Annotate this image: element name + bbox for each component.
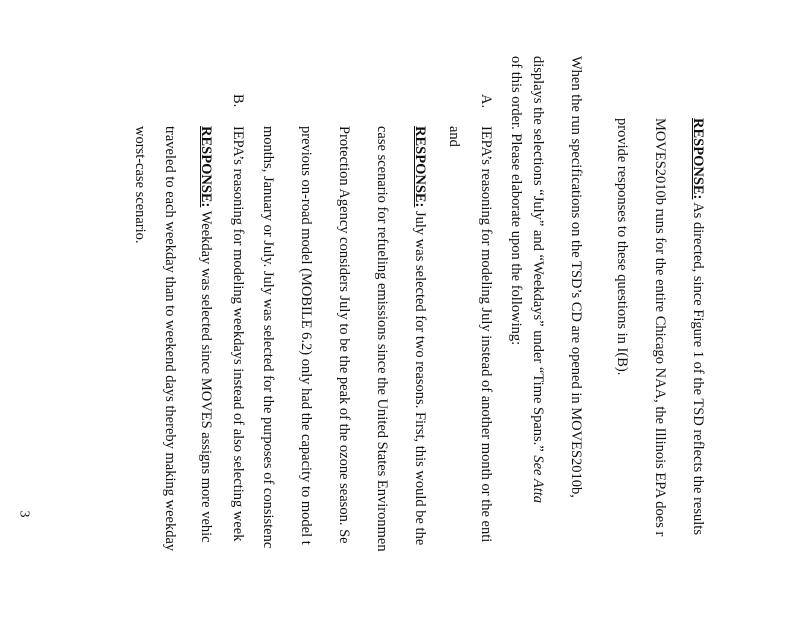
line-1-text: As directed, since Figure 1 of the TSD reflects the results	[690, 199, 706, 535]
line-5-text: displays the selections “July” and “Weekdays” under “Time Spans.”	[530, 56, 546, 456]
line-15-text: Weekday was selected since MOVES assigns more vehic	[198, 207, 214, 543]
line-2: MOVES2010b runs for the entire Chicago NAA, the Illinois EPA does r	[652, 118, 668, 537]
line-13: months, January or July. July was selected for the purposes of consistenc	[260, 126, 276, 549]
line-1	[690, 118, 706, 535]
line-11: Protection Agency considers July to be the peak of the ozone season. Se	[336, 126, 352, 544]
line-4: When the run specifications on the TSD’s CD are opened in MOVES2010b,	[568, 56, 584, 498]
line-12: previous on-road model (MOBILE 6.2) only had the capacity to model t	[298, 126, 314, 545]
line-6: of this order. Please elaborate upon the following:	[508, 56, 524, 346]
see-attachment-italic: See Atta	[530, 455, 546, 504]
line-5	[530, 56, 546, 503]
item-b-marker: B.	[230, 94, 246, 108]
response-label: RESPONSE:	[690, 118, 706, 200]
line-9-text: July was selected for two reasons. First, this would be the	[412, 207, 428, 546]
line-7	[478, 94, 494, 543]
item-a-marker: A.	[478, 94, 494, 109]
page-number: 3	[16, 510, 32, 518]
item-a-text: IEPA’s reasoning for modeling July instead of another month or the enti	[478, 126, 494, 543]
line-14	[230, 94, 246, 542]
response-label: RESPONSE:	[198, 126, 214, 208]
line-9	[412, 126, 428, 545]
item-b-text: IEPA’s reasoning for modeling weekdays instead of also selecting week	[230, 126, 246, 542]
line-8: and	[446, 126, 462, 147]
line-10: case scenario for refueling emissions since the United States Environmen	[374, 126, 390, 552]
line-3: provide responses to these questions in I(B).	[614, 118, 630, 376]
line-17: worst-case scenario.	[132, 126, 148, 244]
line-16: traveled to each weekday than to weekend days thereby making weekday	[162, 126, 178, 552]
line-15	[198, 126, 214, 543]
response-label: RESPONSE:	[412, 126, 428, 208]
